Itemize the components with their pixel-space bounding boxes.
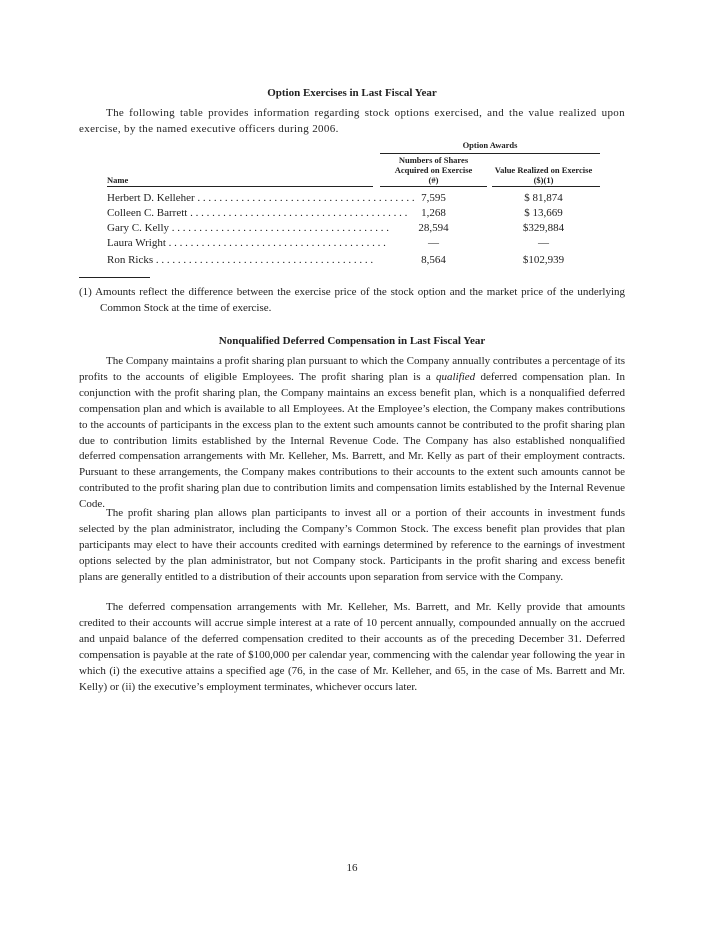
p1-text-after: deferred compensation plan. In conjunction with the profit sharing plan, the Company maintains an excess benefit plan, which is a nonqualified deferred compensation plan and which is available to all Employees. At the Employee’s election, the Company makes contributions to the accounts of participants in the excess plan to the extent such amounts cannot be contributed to the profit sharing plan due to contribution limits established by the Internal Revenue Code. The Company has also established nonqualified deferred compensation arrangements with Mr. Kelleher, Ms. Barrett, and Mr. Kelly as part of their employment contracts. Pursuant to these arrangements, the Company makes contributions to their accounts to the extent such amounts cannot be contributed to the profit sharing plan due to contribution limits and compensation limits established by the Internal Revenue Code. <box>79 370 626 511</box>
shares-header-rule <box>380 186 487 187</box>
p3-text: The deferred compensation arrangements with Mr. Kelleher, Ms. Barrett, and Mr. Kelly provide that amounts credited to their accounts will accrue simple interest at a rate of 10 percent annually, compounded annually on the accrued and unpaid balance of the deferred compensation credited to their accounts as of the preceding December 31. Deferred compensation is payable at the rate of $100,000 per calendar year, commencing with the calendar year following the year in which (i) the executive attains a specified age (76, in the case of Mr. Kelleher, and 65, in the case of Ms. Barrett and Mr. Kelly) or (ii) the executive’s employment terminates, whichever occurs later. <box>79 601 625 693</box>
table-row <box>79 237 625 252</box>
row-shares: 28,594 <box>418 222 449 234</box>
row-value: $ 13,669 <box>524 207 563 219</box>
row-name: Herbert D. Kelleher . . . . . . . . . . . . . . . . . . . . . . . . . . . . . . . . . . . . . . . . <box>107 192 415 204</box>
option-exercises-title: Option Exercises in Last Fiscal Year <box>267 87 437 99</box>
p1-italic-term: qualified <box>436 370 476 383</box>
table-row <box>79 222 625 237</box>
name-column-header: Name <box>107 175 129 185</box>
row-value: $329,884 <box>522 222 565 234</box>
shares-header-line1: Numbers of Shares <box>398 155 469 165</box>
footnote: (1) Amounts reflect the difference between the exercise price of the stock option and the market price of the underlying Common Stock at the time of exercise. <box>79 286 625 314</box>
row-name: Laura Wright . . . . . . . . . . . . . . . . . . . . . . . . . . . . . . . . . . . . . . . . <box>107 237 386 249</box>
row-name: Colleen C. Barrett . . . . . . . . . . . . . . . . . . . . . . . . . . . . . . . . . . . . . . . . <box>107 207 408 219</box>
row-shares: 8,564 <box>421 254 446 266</box>
row-name-text: Ron Ricks <box>107 254 154 266</box>
p2-text: The profit sharing plan allows plan participants to invest all or a portion of their accounts in investment funds selected by the plan administrator, including the Company’s Common Stock. The excess benefit plan provides that plan participants may elect to have their accounts credited with earnings determined by reference to the earnings of investment options selected by the plan administrator, but not Company stock. Participants in the profit sharing and excess benefit plans are generally entitled to a distribution of their accounts upon separation from service with the Company. <box>79 507 625 583</box>
footnote-rule <box>79 277 150 278</box>
option-exercises-intro <box>79 106 625 138</box>
group-header-rule <box>380 153 600 154</box>
value-column-header <box>485 165 602 185</box>
row-name-text: Laura Wright <box>107 237 166 249</box>
deferred-comp-paragraph-2 <box>79 506 625 586</box>
row-shares: 1,268 <box>421 207 446 219</box>
option-exercises-table <box>79 140 625 275</box>
table-row <box>79 254 625 269</box>
value-header-line2: ($)(1) <box>533 175 554 185</box>
row-shares: 7,595 <box>421 192 446 204</box>
intro-text: The following table provides information regarding stock options exercised, and the value realized upon exercise, by the named executive officers during 2006. <box>79 107 625 135</box>
name-header-rule <box>107 186 373 187</box>
deferred-comp-paragraph-1 <box>79 354 625 513</box>
row-shares: — <box>428 237 439 249</box>
deferred-compensation-title: Nonqualified Deferred Compensation in Last Fiscal Year <box>218 335 486 347</box>
row-name: Ron Ricks . . . . . . . . . . . . . . . . . . . . . . . . . . . . . . . . . . . . . . . . <box>107 254 374 266</box>
value-header-line1: Value Realized on Exercise <box>494 165 593 175</box>
shares-header-line2: Acquired on Exercise <box>394 165 473 175</box>
deferred-comp-paragraph-3 <box>79 600 625 695</box>
p1-text-before: The Company maintains a profit sharing plan pursuant to which the Company annually contributes a percentage of its profits to the accounts of eligible Employees. The profit sharing plan is a <box>79 355 625 383</box>
page-number: 16 <box>346 862 358 874</box>
row-value: $102,939 <box>522 254 565 266</box>
row-name-text: Colleen C. Barrett <box>107 207 188 219</box>
shares-header-line3: (#) <box>428 175 439 185</box>
row-name-text: Gary C. Kelly <box>107 222 170 234</box>
value-header-rule <box>492 186 600 187</box>
row-name: Gary C. Kelly . . . . . . . . . . . . . . . . . . . . . . . . . . . . . . . . . . . . . . . . <box>107 222 390 234</box>
option-awards-group-header: Option Awards <box>462 140 518 150</box>
row-name-text: Herbert D. Kelleher <box>107 192 195 204</box>
table-row <box>79 192 625 207</box>
table-row <box>79 207 625 222</box>
shares-column-header <box>380 155 487 185</box>
row-value: $ 81,874 <box>524 192 563 204</box>
row-value: — <box>538 237 549 249</box>
